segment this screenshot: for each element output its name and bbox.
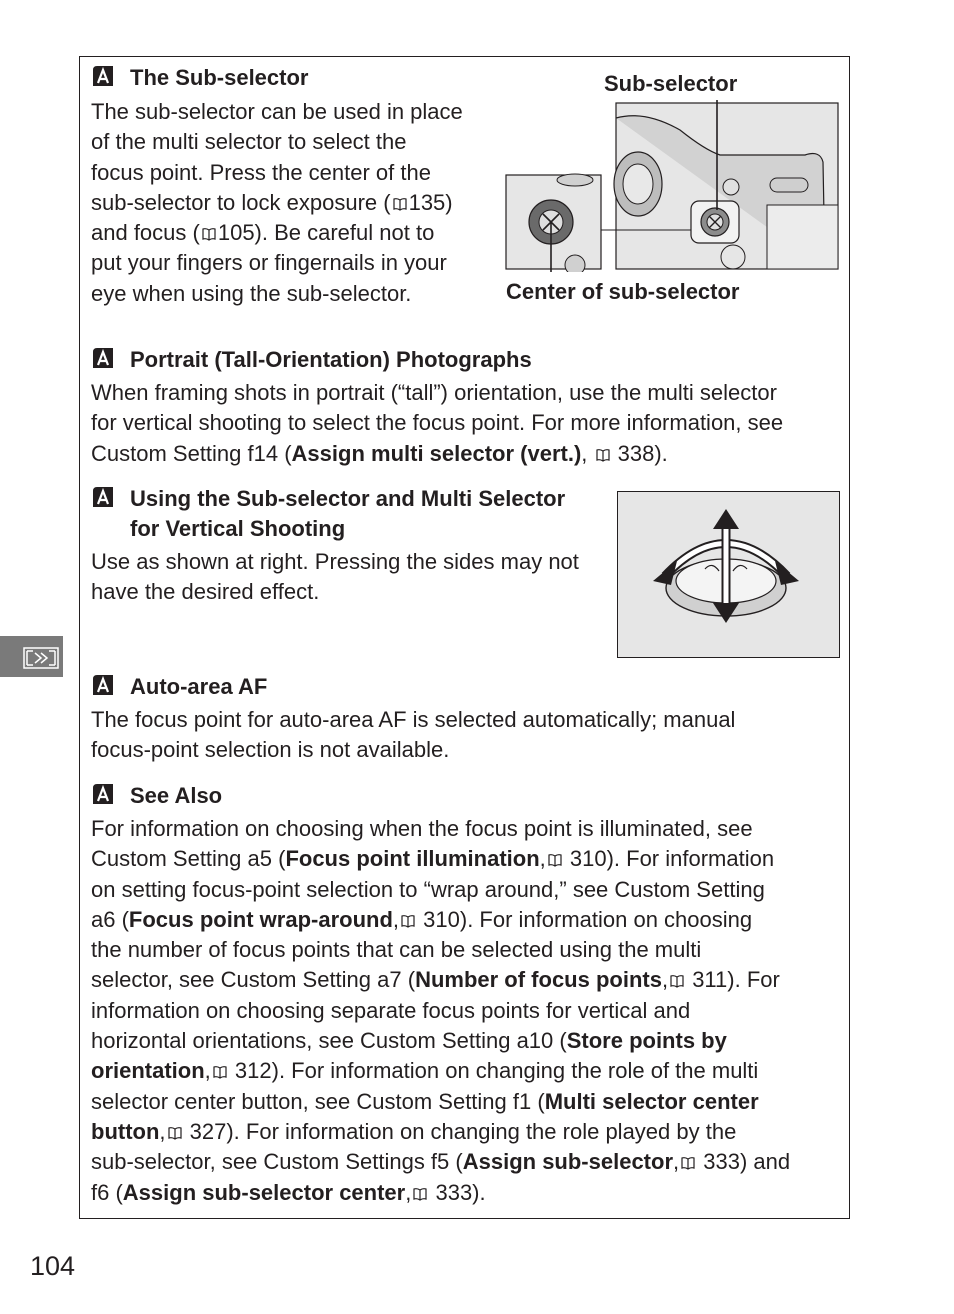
- book-ref-icon: [393, 197, 407, 211]
- note-icon: [91, 64, 115, 88]
- vertical-text: Use as shown at right. Pressing the sides may not have the desired effect.: [91, 549, 579, 605]
- note-icon: [91, 673, 115, 697]
- section-heading-seealso: See Also: [130, 783, 223, 808]
- callout-center-sub-selector: Center of sub-selector: [506, 279, 740, 304]
- section-heading-vertical-line2: for Vertical Shooting: [130, 516, 346, 541]
- section-heading-subselector: The Sub-selector: [130, 65, 309, 90]
- section-heading-autoarea: Auto-area AF: [130, 674, 268, 699]
- camera-back-illustration: [505, 100, 841, 272]
- book-ref-icon: [670, 974, 684, 988]
- portrait-text: When framing shots in portrait (“tall”) orientation, use the multi selector for vertical shooting to select the focus point. For more information, see Custom Setting f14 (Assign multi selector (vert.), 338).: [91, 380, 784, 466]
- sub-selector-rotation-illustration: [617, 491, 840, 658]
- book-ref-icon: [681, 1156, 695, 1170]
- book-ref-icon: [213, 1065, 227, 1079]
- callout-sub-selector: Sub-selector: [604, 71, 738, 96]
- book-ref-icon: [596, 448, 610, 462]
- section-heading-vertical-line1: Using the Sub-selector and Multi Selector: [130, 486, 566, 511]
- section-heading-portrait: Portrait (Tall-Orientation) Photographs: [130, 347, 532, 372]
- book-ref-icon: [401, 914, 415, 928]
- note-icon: [91, 782, 115, 806]
- page-number: 104: [30, 1251, 76, 1281]
- focus-chapter-icon: [0, 636, 63, 677]
- note-icon: [91, 346, 115, 370]
- book-ref-icon: [548, 853, 562, 867]
- book-ref-icon: [413, 1187, 427, 1201]
- seealso-text: For information on choosing when the focus point is illuminated, see Custom Setting a5 (Focus point illumination, 310). For information on setting focus-point selection to “wrap around,” see Custom Setting a6 (Focus point wrap-around, 310). For information on choosing the number of focus points that can be selected using the multi selector, see Custom Setting a7 (Number of focus points, 311). For information on choosing separate focus points for vertical and horizontal orientations, see Custom Setting a10 (Store points by orientation, 312). For information on changing the role of the multi selector center button, see Custom Setting f1 (Multi selector center button, 327). For information on changing the role played by the sub-selector, see Custom Settings f5 (Assign sub-selector, 333) and f6 (Assign sub-selector center, 333).: [91, 816, 791, 1205]
- book-ref-icon: [168, 1126, 182, 1140]
- note-icon: [91, 485, 115, 509]
- book-ref-icon: [202, 227, 216, 241]
- autoarea-text: The focus point for auto-area AF is selected automatically; manual focus-point selection is not available.: [91, 707, 736, 763]
- chapter-tab: [0, 636, 63, 677]
- subselector-text: The sub-selector can be used in place of the multi selector to select the focus point. Press the center of the sub-selector to lock exposure ( 135) and focus ( 105). Be careful not to put your fingers or fingernails in your eye when using the sub-selector.: [91, 99, 463, 306]
